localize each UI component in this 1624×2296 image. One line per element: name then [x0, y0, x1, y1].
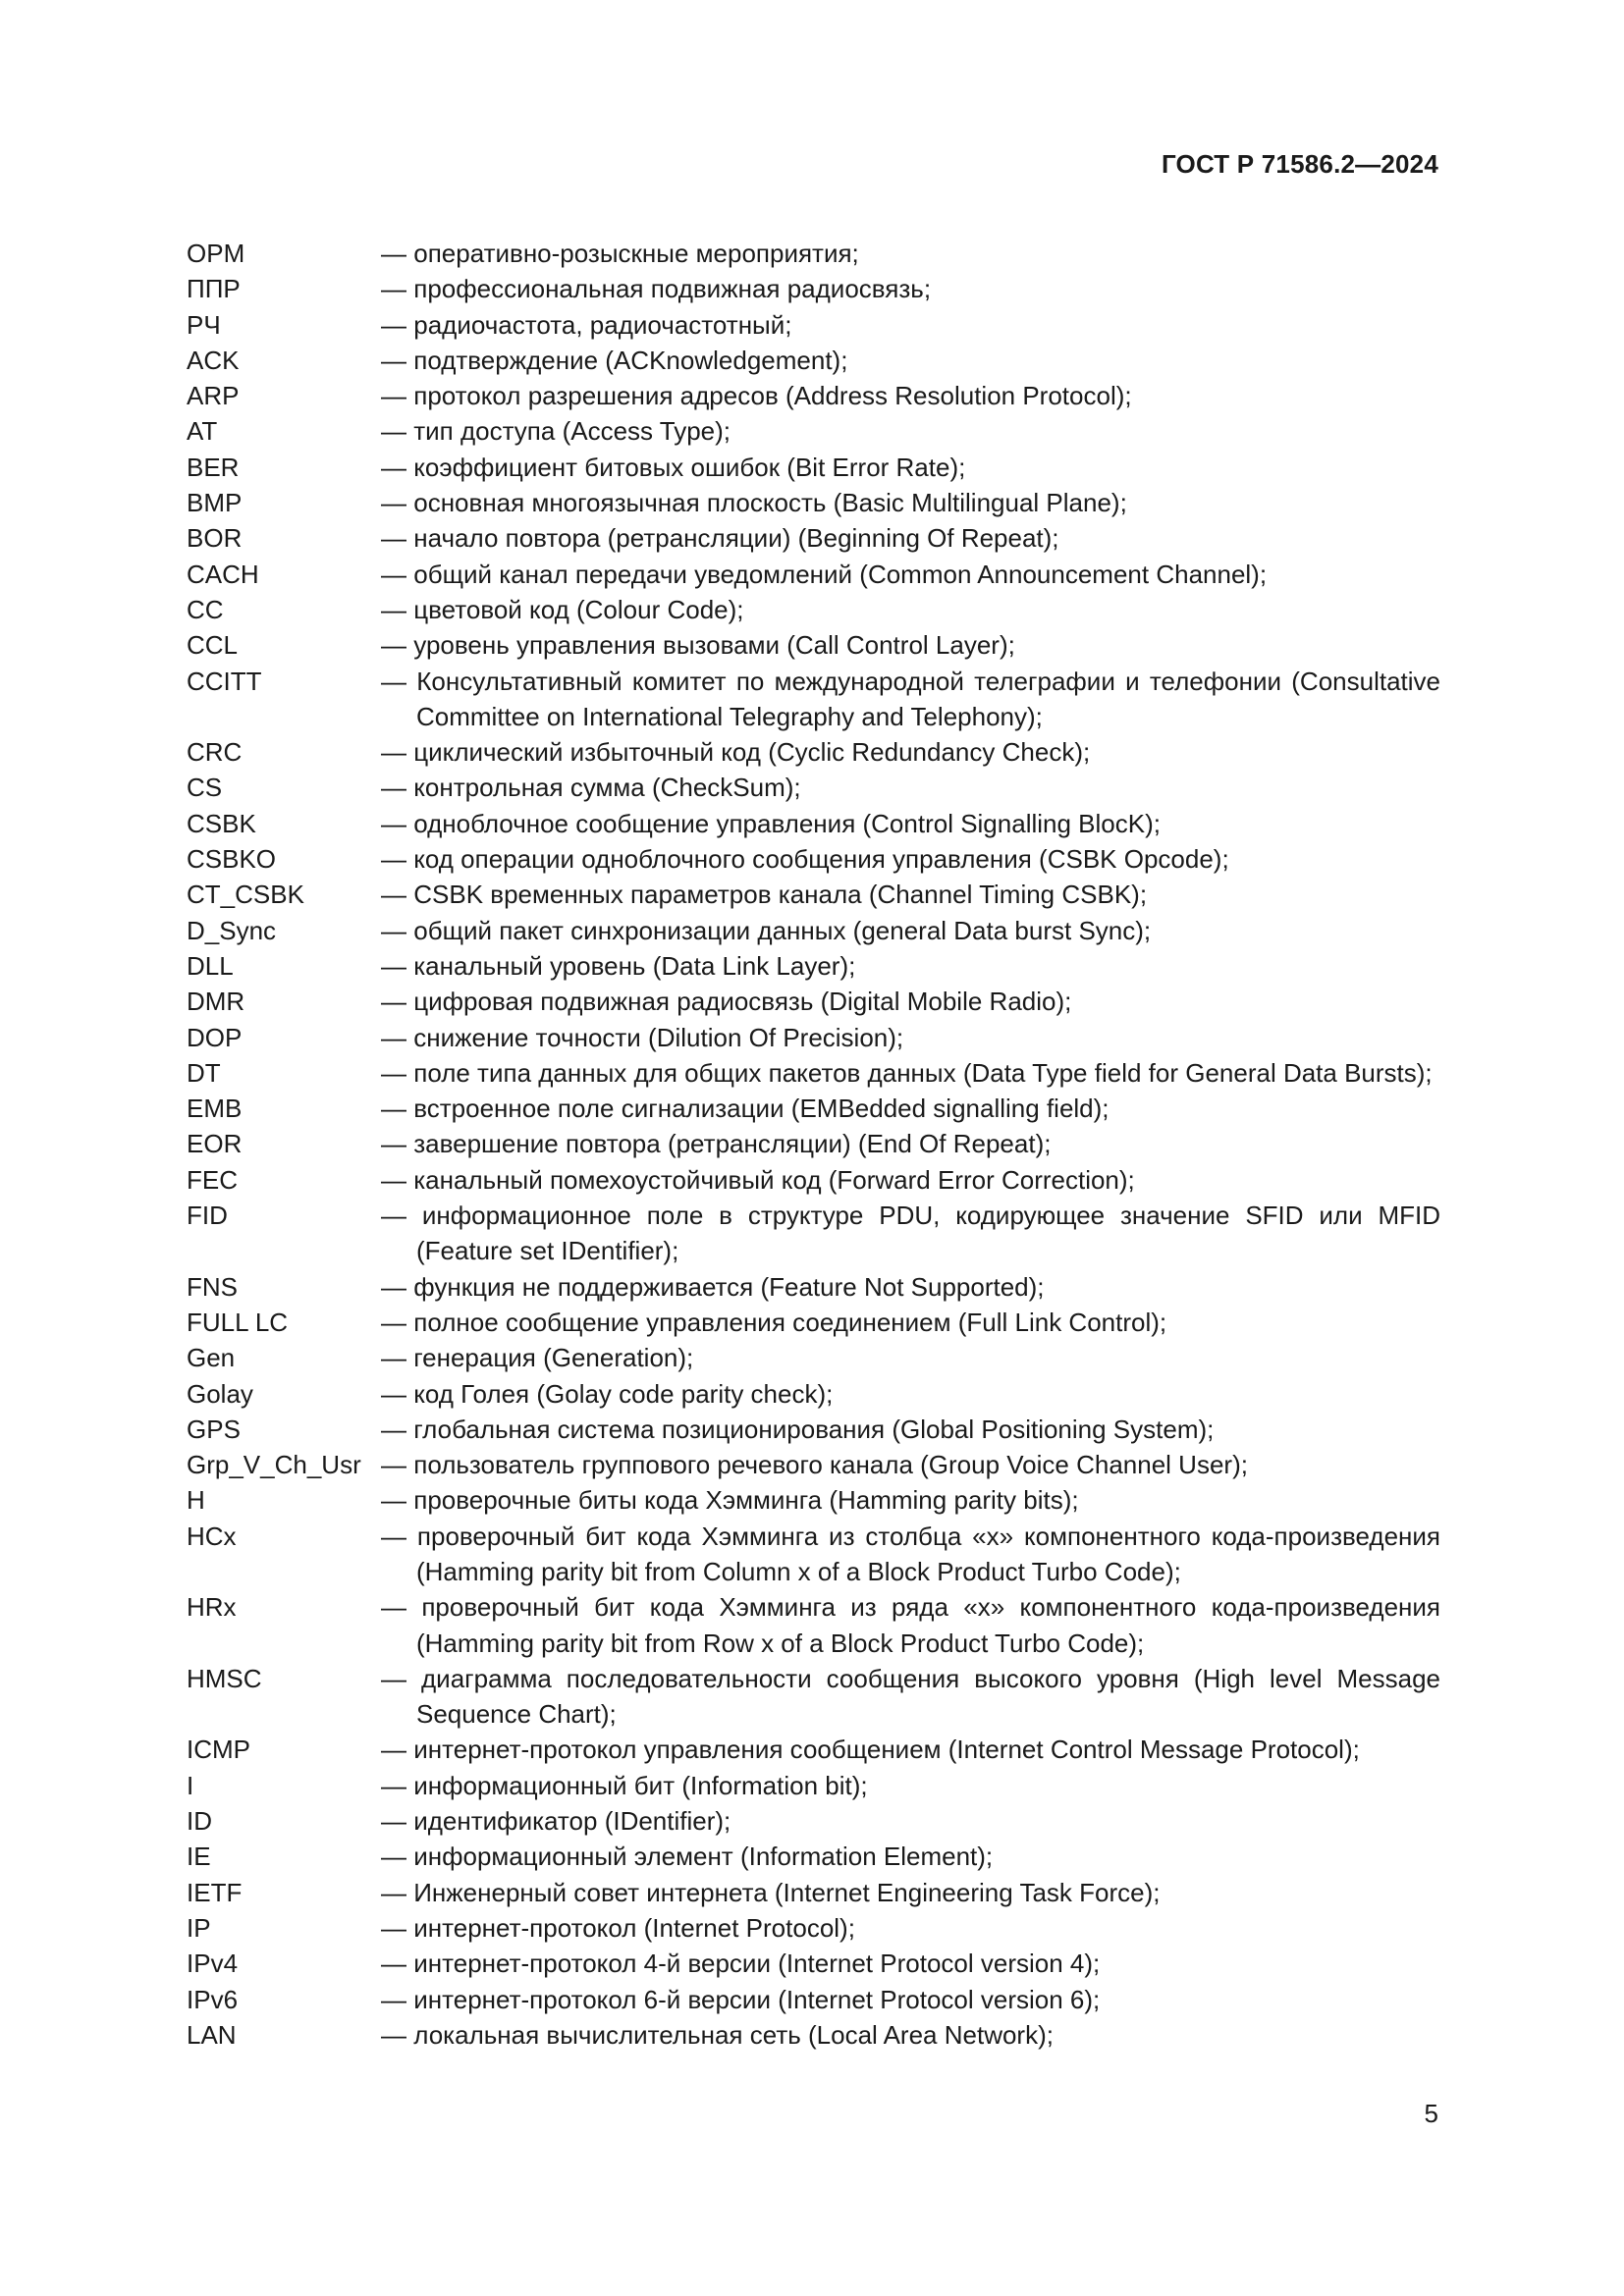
abbreviation-term: BER [187, 452, 240, 482]
abbreviation-entry [187, 1803, 1440, 1839]
abbreviation-definition: — интернет-протокол управления сообщением (Internet Control Message Protocol); [381, 1732, 1440, 1767]
abbreviation-definition: — начало повтора (ретрансляции) (Beginning Of Repeat); [381, 520, 1440, 556]
abbreviation-definition: — основная многоязычная плоскость (Basic Multilingual Plane); [381, 485, 1440, 520]
abbreviation-term: CCL [187, 630, 239, 661]
abbreviation-entry [187, 557, 1440, 592]
abbreviation-definition: — информационное поле в структуре PDU, кодирующее значение SFID или MFID (Feature set IDentifier); [381, 1198, 1440, 1269]
abbreviation-definition: — цветовой код (Colour Code); [381, 592, 1440, 627]
abbreviation-entry [187, 1162, 1440, 1198]
abbreviation-definition: — уровень управления вызовами (Call Control Layer); [381, 627, 1440, 663]
abbreviation-term: ACK [187, 345, 240, 375]
abbreviation-term: IPv4 [187, 1949, 239, 1979]
abbreviation-definition: — проверочный бит кода Хэмминга из ряда «x» компонентного кода-произведения (Hamming parity bit from Row x of a Block Product Turbo Code); [381, 1589, 1440, 1661]
abbreviation-entry [187, 520, 1440, 556]
abbreviation-entry [187, 378, 1440, 413]
abbreviation-entry [187, 770, 1440, 805]
abbreviation-entry [187, 913, 1440, 948]
abbreviation-term: I [187, 1770, 194, 1800]
abbreviation-term: DLL [187, 950, 234, 981]
abbreviation-definition: — локальная вычислительная сеть (Local Area Network); [381, 2017, 1440, 2053]
abbreviation-definition: — профессиональная подвижная радиосвязь; [381, 271, 1440, 306]
abbreviation-definition: — канальный помехоустойчивый код (Forward Error Correction); [381, 1162, 1440, 1198]
abbreviation-definition: — оперативно-розыскные мероприятия; [381, 236, 1440, 271]
abbreviation-term: CACH [187, 559, 259, 589]
abbreviation-entry [187, 1269, 1440, 1305]
abbreviation-term: CS [187, 773, 223, 803]
abbreviation-entry [187, 236, 1440, 271]
abbreviation-definition: — CSBK временных параметров канала (Channel Timing CSBK); [381, 877, 1440, 912]
abbreviation-term: D_Sync [187, 915, 277, 945]
abbreviation-term: IETF [187, 1877, 243, 1907]
document-header: ГОСТ Р 71586.2—2024 [1161, 149, 1438, 179]
abbreviation-entry [187, 984, 1440, 1019]
abbreviation-term: ID [187, 1806, 212, 1837]
abbreviation-entry [187, 1020, 1440, 1055]
abbreviation-definition: — информационный элемент (Information Element); [381, 1839, 1440, 1874]
page-number: 5 [1424, 2099, 1438, 2128]
abbreviation-list [187, 236, 1440, 2053]
abbreviation-entry [187, 627, 1440, 663]
abbreviation-definition: — канальный уровень (Data Link Layer); [381, 948, 1440, 984]
abbreviation-entry [187, 734, 1440, 770]
abbreviation-term: DMR [187, 987, 245, 1017]
abbreviation-entry [187, 1091, 1440, 1126]
abbreviation-term: CCITT [187, 666, 262, 696]
abbreviation-definition: — подтверждение (ACKnowledgement); [381, 343, 1440, 378]
abbreviation-entry [187, 841, 1440, 877]
abbreviation-term: ICMP [187, 1735, 250, 1765]
abbreviation-term: HRx [187, 1592, 237, 1623]
abbreviation-entry [187, 1839, 1440, 1874]
abbreviation-term: CRC [187, 737, 243, 768]
abbreviation-term: Grp_V_Ch_Usr [187, 1450, 361, 1480]
abbreviation-term: OPM [187, 239, 245, 268]
abbreviation-term: CC [187, 594, 224, 624]
abbreviation-definition: — протокол разрешения адресов (Address Resolution Protocol); [381, 378, 1440, 413]
abbreviation-term: IE [187, 1842, 211, 1872]
abbreviation-term: EMB [187, 1094, 243, 1124]
abbreviation-entry [187, 485, 1440, 520]
abbreviation-entry [187, 1055, 1440, 1091]
abbreviation-definition: — общий пакет синхронизации данных (general Data burst Sync); [381, 913, 1440, 948]
abbreviation-definition: — пользователь группового речевого канала (Group Voice Channel User); [381, 1447, 1440, 1482]
abbreviation-term: IPv6 [187, 1984, 239, 2014]
abbreviation-entry [187, 1768, 1440, 1803]
abbreviation-entry [187, 343, 1440, 378]
abbreviation-term: CSBKO [187, 844, 277, 875]
abbreviation-term: FULL LC [187, 1307, 289, 1337]
abbreviation-entry [187, 1126, 1440, 1161]
abbreviation-entry [187, 2017, 1440, 2053]
abbreviation-entry [187, 1482, 1440, 1518]
abbreviation-term: Gen [187, 1343, 236, 1373]
abbreviation-entry [187, 592, 1440, 627]
abbreviation-term: LAN [187, 2019, 237, 2050]
abbreviation-term: Golay [187, 1378, 253, 1409]
abbreviation-entry [187, 1910, 1440, 1946]
abbreviation-definition: — Консультативный комитет по международной телеграфии и телефонии (Consultative Committee on International Telegraphy and Telephony); [381, 664, 1440, 735]
abbreviation-entry [187, 1732, 1440, 1767]
abbreviation-term: H [187, 1485, 205, 1516]
abbreviation-entry [187, 450, 1440, 485]
abbreviation-definition: — коэффициент битовых ошибок (Bit Error Rate); [381, 450, 1440, 485]
abbreviation-term: ППР [187, 274, 241, 304]
abbreviation-definition: — интернет-протокол (Internet Protocol); [381, 1910, 1440, 1946]
abbreviation-entry [187, 1661, 1440, 1733]
abbreviation-definition: — радиочастота, радиочастотный; [381, 307, 1440, 343]
abbreviation-definition: — снижение точности (Dilution Of Precision); [381, 1020, 1440, 1055]
abbreviation-entry [187, 1946, 1440, 1981]
abbreviation-term: DOP [187, 1022, 243, 1052]
abbreviation-term: ARP [187, 381, 240, 411]
abbreviation-definition: — проверочные биты кода Хэмминга (Hamming parity bits); [381, 1482, 1440, 1518]
abbreviation-definition: — диаграмма последовательности сообщения высокого уровня (High level Message Sequence Chart); [381, 1661, 1440, 1733]
abbreviation-term: EOR [187, 1129, 243, 1159]
abbreviation-entry [187, 1447, 1440, 1482]
abbreviation-entry [187, 1305, 1440, 1340]
abbreviation-term: BOR [187, 523, 243, 554]
abbreviation-entry [187, 1376, 1440, 1412]
abbreviation-entry [187, 664, 1440, 735]
abbreviation-entry [187, 1340, 1440, 1375]
abbreviation-definition: — контрольная сумма (CheckSum); [381, 770, 1440, 805]
abbreviation-definition: — интернет-протокол 4-й версии (Internet Protocol version 4); [381, 1946, 1440, 1981]
abbreviation-definition: — цифровая подвижная радиосвязь (Digital Mobile Radio); [381, 984, 1440, 1019]
abbreviation-entry [187, 1519, 1440, 1590]
abbreviation-definition: — встроенное поле сигнализации (EMBedded signalling field); [381, 1091, 1440, 1126]
abbreviation-definition: — тип доступа (Access Type); [381, 413, 1440, 449]
abbreviation-term: BMP [187, 488, 243, 518]
abbreviation-term: FEC [187, 1164, 238, 1195]
abbreviation-entry [187, 1982, 1440, 2017]
abbreviation-definition: — функция не поддерживается (Feature Not Supported); [381, 1269, 1440, 1305]
abbreviation-entry [187, 271, 1440, 306]
abbreviation-term: CSBK [187, 808, 256, 838]
abbreviation-entry [187, 1412, 1440, 1447]
abbreviation-term: РЧ [187, 309, 221, 340]
abbreviation-definition: — глобальная система позиционирования (Global Positioning System); [381, 1412, 1440, 1447]
abbreviation-definition: — общий канал передачи уведомлений (Common Announcement Channel); [381, 557, 1440, 592]
abbreviation-definition: — генерация (Generation); [381, 1340, 1440, 1375]
abbreviation-definition: — завершение повтора (ретрансляции) (End Of Repeat); [381, 1126, 1440, 1161]
abbreviation-entry [187, 307, 1440, 343]
abbreviation-definition: — интернет-протокол 6-й версии (Internet Protocol version 6); [381, 1982, 1440, 2017]
abbreviation-term: HCx [187, 1521, 237, 1551]
abbreviation-definition: — одноблочное сообщение управления (Control Signalling BlocK); [381, 806, 1440, 841]
abbreviation-term: HMSC [187, 1663, 262, 1693]
abbreviation-term: CT_CSBK [187, 880, 304, 910]
abbreviation-definition: — идентификатор (IDentifier); [381, 1803, 1440, 1839]
abbreviation-definition: — проверочный бит кода Хэмминга из столбца «x» компонентного кода-произведения (Hamming parity bit from Column x of a Block Product Turbo Code); [381, 1519, 1440, 1590]
abbreviation-definition: — полное сообщение управления соединением (Full Link Control); [381, 1305, 1440, 1340]
abbreviation-definition: — информационный бит (Information bit); [381, 1768, 1440, 1803]
abbreviation-definition: — код операции одноблочного сообщения управления (CSBK Opcode); [381, 841, 1440, 877]
abbreviation-entry [187, 806, 1440, 841]
abbreviation-term: GPS [187, 1414, 241, 1444]
abbreviation-entry [187, 877, 1440, 912]
abbreviation-definition: — поле типа данных для общих пакетов данных (Data Type field for General Data Bursts); [381, 1055, 1440, 1091]
abbreviation-term: FID [187, 1201, 228, 1231]
abbreviation-definition: — циклический избыточный код (Cyclic Redundancy Check); [381, 734, 1440, 770]
abbreviation-term: IP [187, 1912, 211, 1943]
abbreviation-definition: — код Голея (Golay code parity check); [381, 1376, 1440, 1412]
abbreviation-entry [187, 1589, 1440, 1661]
abbreviation-term: FNS [187, 1271, 238, 1302]
abbreviation-entry [187, 948, 1440, 984]
abbreviation-entry [187, 413, 1440, 449]
abbreviation-definition: — Инженерный совет интернета (Internet Engineering Task Force); [381, 1875, 1440, 1910]
abbreviation-term: DT [187, 1057, 221, 1088]
abbreviation-entry [187, 1875, 1440, 1910]
abbreviation-term: AT [187, 416, 218, 447]
abbreviation-entry [187, 1198, 1440, 1269]
